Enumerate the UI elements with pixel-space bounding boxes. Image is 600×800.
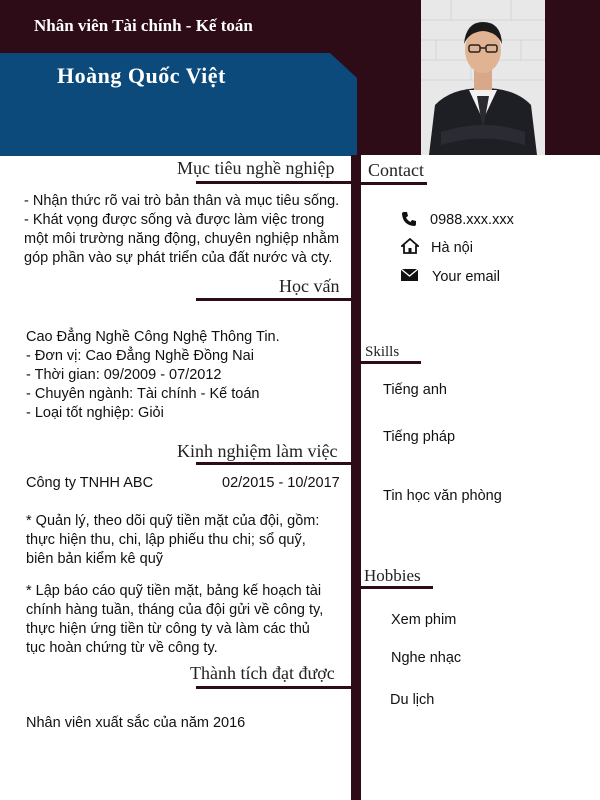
education-line: - Loại tốt nghiệp: Giỏi: [26, 405, 164, 421]
experience-heading: Kinh nghiệm làm việc: [177, 441, 338, 461]
candidate-name: Hoàng Quốc Việt: [57, 63, 226, 88]
education-line: - Đơn vị: Cao Đẳng Nghề Đồng Nai: [26, 348, 254, 364]
education-line: Cao Đẳng Nghề Công Nghệ Thông Tin.: [26, 329, 280, 345]
duty-line: chính hàng tuần, tháng của đội gửi về công ty,: [26, 602, 324, 618]
email-text: Your email: [432, 269, 500, 285]
mail-icon: [401, 268, 419, 286]
objective-heading: Mục tiêu nghề nghiệp: [177, 158, 335, 178]
contact-heading: Contact: [368, 160, 424, 180]
duty-line: * Quản lý, theo dõi quỹ tiền mặt của đội, gồm:: [26, 513, 320, 529]
skill-item: Tin học văn phòng: [383, 488, 502, 504]
hobby-item: Nghe nhạc: [391, 650, 462, 666]
timeline-spine: [351, 155, 361, 800]
job-title: Nhân viên Tài chính - Kế toán: [34, 16, 253, 35]
achievements-text: Nhân viên xuất sắc của năm 2016: [26, 715, 246, 731]
duty-line: thực hiện thu, chi, lập phiếu thu chi; sổ quỹ,: [26, 532, 306, 548]
objective-line: một môi trường năng động, chuyên nghiệp nhằm: [24, 231, 340, 247]
education-line: - Thời gian: 09/2009 - 07/2012: [26, 367, 222, 383]
hobby-item: Xem phim: [391, 612, 457, 628]
objective-line: - Nhận thức rõ vai trò bản thân và mục tiêu sống.: [24, 193, 340, 209]
hobbies-rule: [361, 586, 433, 589]
duty-line: tục hoàn chứng từ về công ty.: [26, 640, 218, 656]
education-text: [26, 328, 346, 423]
skill-item: Tiếng anh: [383, 382, 447, 398]
education-heading: Học vấn: [279, 276, 340, 296]
experience-company: Công ty TNHH ABC: [26, 475, 154, 491]
objective-marker: [351, 184, 361, 190]
education-marker: [351, 301, 361, 307]
skills-rule: [361, 361, 421, 364]
education-rule: [196, 298, 356, 301]
experience-period: 02/2015 - 10/2017: [222, 475, 340, 491]
achievements-heading: Thành tích đạt được: [190, 663, 335, 683]
achievements-rule: [196, 686, 356, 689]
experience-rule: [196, 462, 356, 465]
skills-heading: Skills: [365, 344, 400, 360]
experience-duty-2: [26, 582, 351, 658]
duty-line: biên bản kiểm kê quỹ: [26, 551, 164, 567]
objective-line: - Khát vọng được sống và được làm việc trong: [24, 212, 325, 228]
phone-icon: [401, 211, 419, 229]
address-text: Hà nội: [431, 240, 473, 256]
education-line: - Chuyên ngành: Tài chính - Kế toán: [26, 386, 260, 402]
experience-marker: [351, 465, 361, 471]
phone-text: 0988.xxx.xxx: [430, 212, 514, 228]
objective-line: góp phần vào sự phát triển của đất nước và cty.: [24, 250, 333, 266]
duty-line: * Lập báo cáo quỹ tiền mặt, bảng kế hoạch tài: [26, 583, 322, 599]
hobby-item: Du lịch: [390, 692, 435, 708]
duty-line: thực hiện ứng tiền từ công ty và làm các thủ: [26, 621, 310, 637]
contact-rule: [361, 182, 427, 185]
experience-duty-1: [26, 512, 351, 569]
profile-photo: [421, 0, 545, 155]
objective-text: [24, 192, 349, 268]
home-icon: [401, 238, 419, 256]
portrait-illustration: [421, 0, 545, 155]
skill-item: Tiếng pháp: [383, 429, 456, 445]
hobbies-heading: Hobbies: [364, 566, 421, 585]
achievements-marker: [351, 689, 361, 695]
objective-rule: [196, 181, 356, 184]
